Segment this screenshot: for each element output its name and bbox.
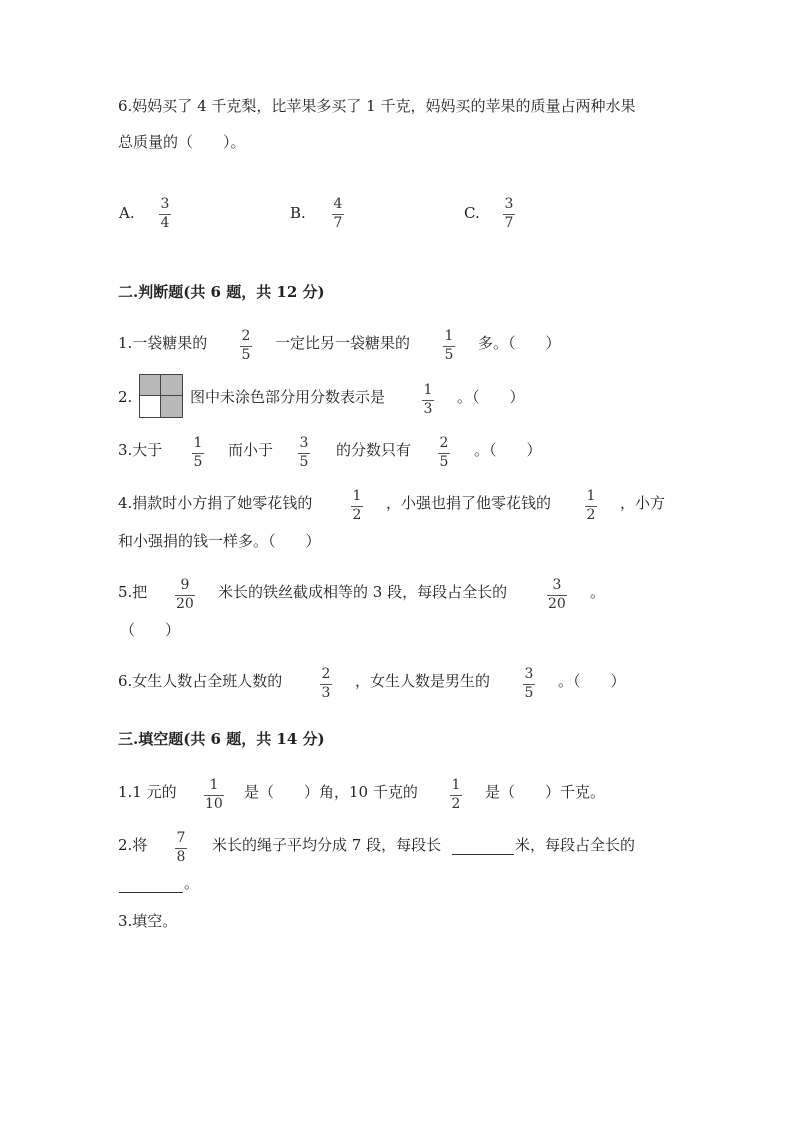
grid-cell-shaded-bottom-right <box>161 396 182 417</box>
s2-q5-text-c: 。 <box>590 583 606 601</box>
s3-q1-text-b: 是（ ）角，10 千克的 <box>244 783 418 801</box>
s3-q2-answer-blank-1[interactable] <box>452 835 514 855</box>
s2-q2-fraction-1: 1 3 <box>423 382 433 417</box>
q6-text-line1: 6.妈妈买了 4 千克梨，比苹果多买了 1 千克，妈妈买的苹果的质量占两种水果 <box>118 97 636 115</box>
s3-q1-text-c: 是（ ）千克。 <box>485 783 606 801</box>
grid-cell-shaded-top-left <box>140 375 161 396</box>
s2-q6-fraction-2: 3 5 <box>524 666 534 701</box>
s2-q6-text-a: 6.女生人数占全班人数的 <box>118 672 283 690</box>
numerator: 3 <box>504 196 514 212</box>
section3-title: 三.填空题(共 6 题，共 14 分) <box>118 730 325 748</box>
s3-q2-answer-blank-2[interactable] <box>119 873 183 893</box>
s3-q2-text-b: 米长的绳子平均分成 7 段，每段长 <box>212 836 442 854</box>
fraction-grid-figure <box>139 374 183 418</box>
s2-q2-text-c: 。（ ） <box>457 388 525 406</box>
numerator: 3 <box>160 196 170 212</box>
s2-q5-fraction-2: 3 20 <box>548 577 566 612</box>
grid-cell-empty-bottom-left <box>140 396 161 417</box>
section2-title: 二.判断题(共 6 题，共 12 分) <box>118 283 325 301</box>
denominator: 7 <box>333 215 343 231</box>
option-c-fraction[interactable] <box>503 197 515 231</box>
s2-q2-text-a: 2. <box>118 388 133 406</box>
s3-q1-fraction-1: 1 10 <box>205 777 223 812</box>
s2-q5-text-a: 5.把 <box>118 583 148 601</box>
option-c-label[interactable]: C. <box>464 204 480 222</box>
s2-q4-fraction-1: 1 2 <box>352 488 362 523</box>
s2-q1-text-a: 1.一袋糖果的 <box>118 334 208 352</box>
numerator: 4 <box>333 196 343 212</box>
s2-q6-text-c: 。（ ） <box>558 672 626 690</box>
s2-q6-fraction-1: 2 3 <box>321 666 331 701</box>
s2-q6-text-b: ，女生人数是男生的 <box>355 672 491 690</box>
s2-q4-fraction-2: 1 2 <box>586 488 596 523</box>
s2-q1-fraction-2: 1 5 <box>444 328 454 363</box>
s3-q2-fraction-1: 7 8 <box>176 830 186 865</box>
s2-q5-text-d: （ ） <box>120 621 181 639</box>
option-a-fraction[interactable] <box>159 197 171 231</box>
s2-q3-text-a: 3.大于 <box>118 441 163 459</box>
option-a-label[interactable]: A. <box>119 204 135 222</box>
denominator: 4 <box>160 215 170 231</box>
s2-q4-text-b: ，小强也捐了他零花钱的 <box>386 494 552 512</box>
option-b-fraction[interactable] <box>332 197 344 231</box>
s2-q1-fraction-1: 2 5 <box>241 328 251 363</box>
q6-text-line2: 总质量的（ ）。 <box>118 133 246 151</box>
s3-q1-text-a: 1.1 元的 <box>118 783 177 801</box>
s3-q1-fraction-2: 1 2 <box>451 777 461 812</box>
s2-q5-fraction-1: 9 20 <box>176 577 194 612</box>
s2-q1-text-b: 一定比另一袋糖果的 <box>275 334 411 352</box>
s2-q1-text-c: 多。（ ） <box>478 334 561 352</box>
s2-q3-text-d: 。（ ） <box>474 441 542 459</box>
s2-q2-text-b: 图中未涂色部分用分数表示是 <box>190 388 386 406</box>
grid-cell-shaded-top-right <box>161 375 182 396</box>
s2-q3-fraction-2: 3 5 <box>299 435 309 470</box>
s2-q3-fraction-1: 1 5 <box>193 435 203 470</box>
denominator: 7 <box>504 215 514 231</box>
option-b-label[interactable]: B. <box>290 204 306 222</box>
s3-q2-text-c: 米，每段占全长的 <box>515 836 636 854</box>
s2-q3-text-b: 而小于 <box>228 441 274 459</box>
s2-q5-text-b: 米长的铁丝截成相等的 3 段，每段占全长的 <box>218 583 508 601</box>
s3-q2-text-d: 。 <box>184 874 200 892</box>
s2-q3-fraction-3: 2 5 <box>439 435 449 470</box>
s3-q3-text-a: 3.填空。 <box>118 912 178 930</box>
s3-q2-text-a: 2.将 <box>118 836 148 854</box>
s2-q4-text-a: 4.捐款时小方捐了她零花钱的 <box>118 494 313 512</box>
s2-q3-text-c: 的分数只有 <box>336 441 412 459</box>
s2-q4-text-d: 和小强捐的钱一样多。（ ） <box>118 532 321 550</box>
s2-q4-text-c: ，小方 <box>620 494 666 512</box>
